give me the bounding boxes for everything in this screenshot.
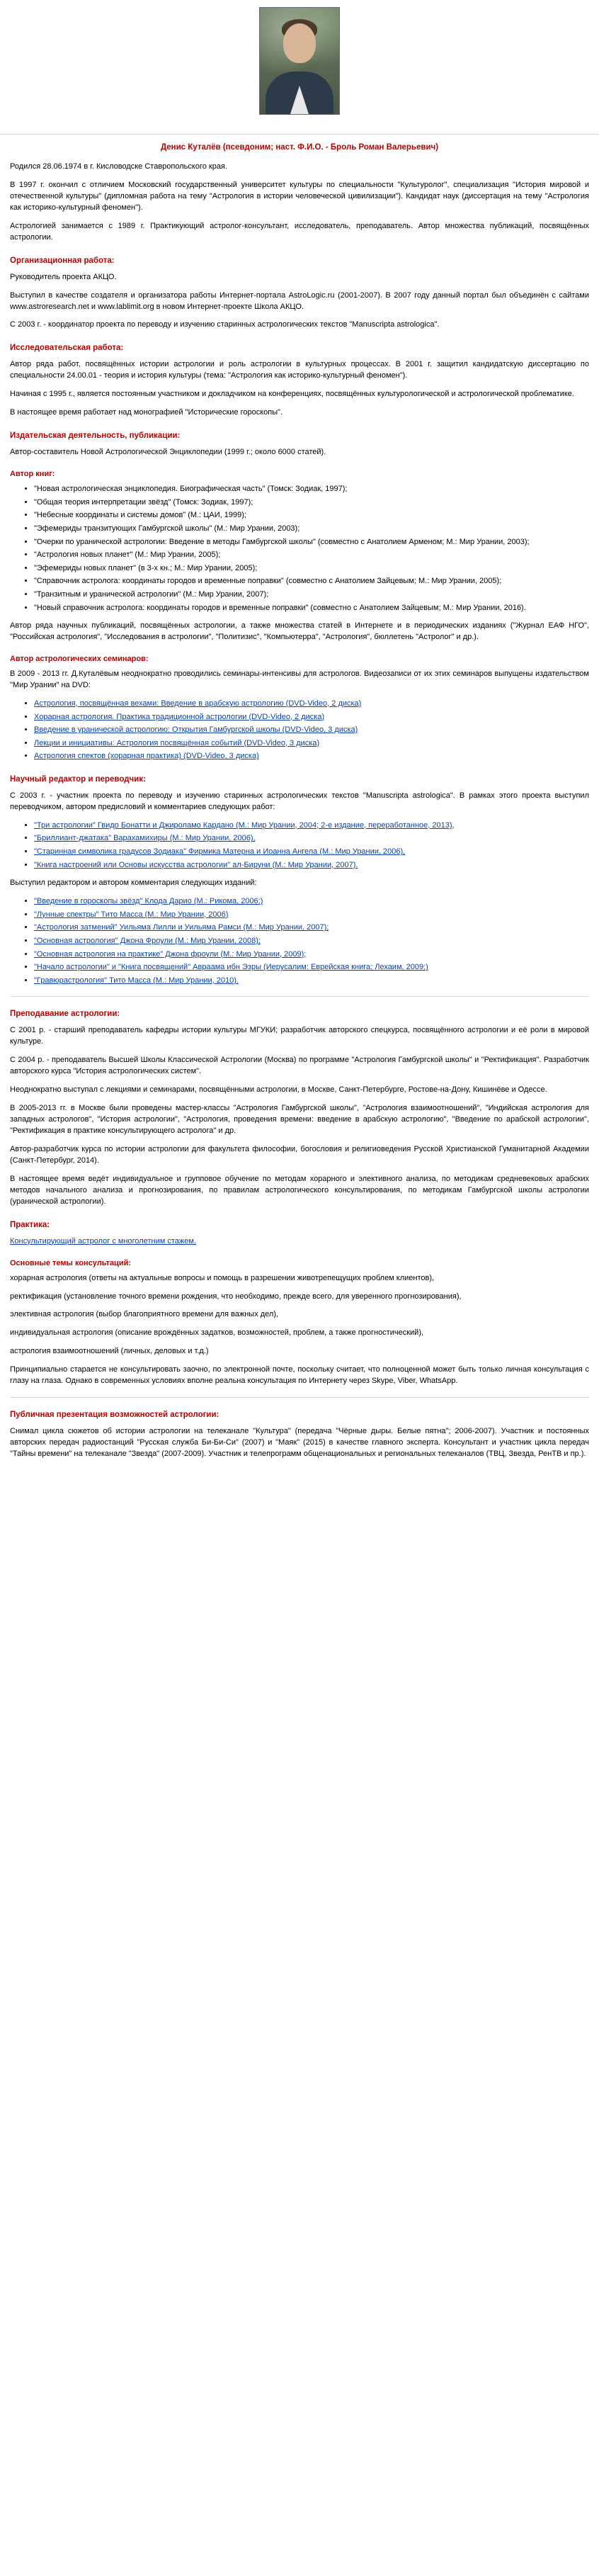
consult-topic-3: элективная астрология (выбор благоприятного времени для важных дел),: [10, 1310, 279, 1319]
seminar-link[interactable]: Введение в уранической астрологию: Открытия Гамбургской школы (DVD-Video, 3 диска): [34, 725, 358, 735]
list-item: [34, 725, 589, 736]
edition-link[interactable]: "Основная астрология на практике" Джона фроули (М.: Мир Урании, 2009);: [34, 949, 307, 959]
divider-bottom: [10, 1397, 589, 1398]
research-paragraph-2: Начиная с 1995 г., является постоянным участником и докладчиком на конференциях, посвящённых культурологической и астрологической проблематике.: [10, 390, 574, 399]
section-heading-research: Исследовательская работа:: [10, 344, 124, 353]
divider-middle: [10, 996, 589, 997]
teaching-paragraph-5: Автор-разработчик курса по истории астрологии для факультета философии, богословия и религиоведения Русской Христианской Гуманитарной Академии (Санкт-Петербург, 2014).: [10, 1144, 589, 1165]
teaching-paragraph-3: Неоднократно выступал с лекциями и семинарами, посвящёнными астрологии, в Москве, Санкт-Петербурге, Ростове-на-Дону, Кишинёве и Одессе.: [10, 1085, 547, 1095]
section-heading-teaching: Преподавание астрологии:: [10, 1010, 120, 1019]
list-item: [34, 976, 589, 987]
list-item: [34, 738, 589, 750]
research-paragraph-3: В настоящее время работает над монографией "Исторические гороскопы".: [10, 408, 283, 417]
consult-topic-4: индивидуальная астрология (описание врождённых задатков, возможностей, проблем, а также прогностический),: [10, 1328, 424, 1338]
edition-link[interactable]: "Введение в гороскопы звёзд" Клода Дарио (М.: Рикома, 2006;): [34, 897, 263, 906]
seminar-link[interactable]: Хорарная астрология. Практика традиционной астрологии (DVD-Video, 2 диска): [34, 712, 325, 721]
org-paragraph-2: Выступил в качестве создателя и организатора работы Интернет-портала AstroLogic.ru (2001-2007). В 2007 году данный портал был объединён с сайтами www.astroresearch.net и www.lablimit.org в новом Интернет-проекте Школа АКЦО.: [10, 290, 589, 311]
seminars-list: [10, 699, 589, 762]
translation-link[interactable]: "Старинная символика градусов Зодиака" Фирмика Матерна и Иоанна Ангела (М.: Мир Урании, 2006),: [34, 847, 406, 857]
section-heading-public: Публичная презентация возможностей астрологии:: [10, 1411, 219, 1420]
subheading-consultation-topics: Основные темы консультаций:: [10, 1258, 132, 1267]
consult-topic-1: хорарная астрология (ответы на актуальные вопросы и помощь в разрешении животрепещущих проблем клиентов),: [10, 1273, 435, 1282]
seminars-paragraph: В 2009 - 2013 гг. Д.Куталёвым неоднократно проводились семинары-интенсивы для астрологов. Видеозаписи от их этих семинаров выпущены издательством "Мир Урании" на DVD:: [10, 670, 589, 689]
list-item: [34, 699, 589, 710]
edition-link[interactable]: "Начало астрологии" и "Книга посвящений" Авраама ибн Эзры (Иерусалим: Еврейская книга; Лехаим, 2009;): [34, 963, 428, 972]
list-item: • "Новая астрологическая энциклопедия. Биографическая часть" (Томск: Зодиак, 1997);: [34, 484, 589, 495]
edition-link[interactable]: "Основная астрология" Джона Фроули (М.: Мир Урании, 2008);: [34, 937, 261, 946]
consulting-astrologer-link[interactable]: Консультирующий астролог с многолетним стажем.: [10, 1236, 196, 1245]
section-heading-practice: Практика:: [10, 1220, 50, 1229]
list-item: [34, 936, 589, 947]
org-paragraph-1: Руководитель проекта АКЦО.: [10, 272, 117, 281]
list-item: [34, 860, 589, 871]
edition-link[interactable]: "Гравюрастрология" Тито Масса (М.: Мир Урании, 2010).: [34, 976, 239, 985]
intro-paragraph-1: Родился 28.06.1974 в г. Кисловодске Ставропольского края.: [10, 162, 227, 171]
divider-top: [0, 134, 599, 135]
list-item: • "Общая теория интерпретации звёзд" (Томск: Зодиак, 1997);: [34, 497, 589, 509]
photo-head: [283, 23, 316, 63]
edition-link[interactable]: "Лунные спектры" Тито Масса (М.: Мир Урании, 2006): [34, 910, 229, 919]
list-item: [34, 847, 589, 858]
practice-note: Принципиально старается не консультировать заочно, по электронной почте, поскольку считает, что полноценной может быть только личная консультация с глазу на глаза. Однако в современных условиях вполне реальна консультация по Интернету через Skype, Viber, WhatsApp.: [10, 1365, 589, 1386]
list-item: • "Очерки по уранической астрологии: Введение в методы Гамбургской школы" (совместно с Анатолием Арменом; М.: Мир Урании, 2003);: [34, 537, 589, 548]
teaching-paragraph-2: С 2004 р. - преподаватель Высшей Школы Классической Астрологии (Москва) по программе "Астрология Гамбургской школы" и "Ректификация". Разработчик авторского курса "История астрологических систем".: [10, 1056, 589, 1076]
consult-topic-2: ректификация (установление точного времени рождения, что необходимо, прежде всего, для уверенного прогнозирования),: [10, 1292, 462, 1301]
list-item: [34, 820, 589, 832]
subheading-books: Автор книг:: [10, 470, 55, 479]
seminar-link[interactable]: Астрология, посвящённая вехами: Введение в арабскую астрологию (DVD-Video, 2 диска): [34, 699, 362, 708]
portrait-photo: [259, 7, 340, 115]
document-content: [0, 143, 599, 1480]
editor-paragraph-1: С 2003 г. - участник проекта по переводу и изучению старинных астрологических текстов "Manuscripta astrologica". В рамках этого проекта выступил переводчиком, автором предисловий и комментариев следующих работ:: [10, 791, 589, 811]
translation-link[interactable]: "Три астрологии" Гвидо Бонатти и Джироламо Кардано (М.: Мир Урании, 2004; 2-е издание, переработанное, 2013),: [34, 820, 455, 830]
editor-paragraph-2: Выступил редактором и автором комментария следующих изданий:: [10, 879, 257, 888]
list-item: [34, 833, 589, 844]
edition-link[interactable]: "Астрология затмений" Уильяма Лилли и Уильяма Рамси (М.: Мир Урании, 2007);: [34, 923, 329, 932]
section-heading-editor: Научный редактор и переводчик:: [10, 774, 146, 784]
section-heading-organizational: Организационная работа:: [10, 256, 115, 265]
list-item: • "Справочник астролога: координаты городов и временные поправки" (совместно с Анатолием Зайцевым; М.: Мир Урании, 2005);: [34, 576, 589, 587]
page-title: Денис Куталёв (псевдоним; наст. Ф.И.О. - Броль Роман Валерьевич): [160, 143, 439, 152]
list-item: [34, 910, 589, 921]
teaching-paragraph-6: В настоящее время ведёт индивидуальное и групповое обучение по методам хорарного и элективного анализа, по методикам средневековых арабских методов начального анализа и прогнозирования, по правилам астрологического консультирования, по методикам Гамбургской школы астрологии (уранической астрологии).: [10, 1174, 589, 1206]
portrait-photo-container: [0, 0, 599, 124]
list-item: • "Небесные координаты и системы домов" (М.: ЦАИ, 1999);: [34, 510, 589, 521]
list-item: [34, 712, 589, 723]
list-item: • "Эфемериды новых планет" (в 3-х кн.; М.: Мир Урании, 2005);: [34, 563, 589, 575]
list-item: [34, 751, 589, 762]
list-item: [34, 922, 589, 934]
teaching-paragraph-1: С 2001 р. - старший преподаватель кафедры истории культуры МГУКИ; разработчик авторского спецкурса, посвящённого астрологии и её роли в мировой культуре.: [10, 1026, 589, 1046]
translation-link[interactable]: "Бриллиант-джатака" Варахамихиры (М.: Мир Урании, 2006),: [34, 834, 256, 843]
public-paragraph-1: Снимал цикла сюжетов об истории астрологии на телеканале "Культура" (передача "Чёрные дыры. Белые пятна"; 2006-2007). Участник и постоянных авторских передач радиостанций "Русская служба Би-Би-Си" (2007) и "Маяк" (2015) в качестве главного эксперта. Консультант и участник цикла передач "Тайны времени" на телеканале "Звезда" (2007-2009). Участник и телепрограмм общенациональных и региональных телеканалов (ТВЦ, Звезда, РенТВ и пр.).: [10, 1427, 589, 1459]
list-item: • "Астрология новых планет" (М.: Мир Урании, 2005);: [34, 550, 589, 561]
books-list: [10, 484, 589, 614]
seminar-link[interactable]: Астрология спектов (хорарная практика) (DVD-Video, 3 диска): [34, 752, 259, 761]
translations-list: [10, 820, 589, 871]
org-paragraph-3: С 2003 г. - координатор проекта по переводу и изучению старинных астрологических текстов "Manuscripta astrologica".: [10, 320, 440, 329]
list-item: [34, 896, 589, 908]
section-heading-publishing: Издательская деятельность, публикации:: [10, 431, 181, 441]
practice-paragraph-1: [10, 1236, 589, 1248]
translation-link[interactable]: "Книга настроений или Основы искусства астрологии" ал-Бируни (М.: Мир Урании, 2007).: [34, 860, 358, 869]
intro-paragraph-3: Астрологией занимается с 1989 г. Практикующий астролог-консультант, исследователь, преподаватель. Автор множества публикаций, посвящённых астрологии.: [10, 221, 589, 242]
teaching-paragraph-4: В 2005-2013 гг. в Москве были проведены мастер-классы "Астрология Гамбургской школы", "Астрология взаимоотношений", "Индийская астрология для западных астрологов", "История астрологии", "Астрология, проведения времени: введение в арабскую астрологию", "Введение по арабской астрологии", "Ректификация в практике консультирующего астролога" и др.: [10, 1104, 589, 1136]
seminar-link[interactable]: Лекции и инициативы: Астрология посвящённая событий (DVD-Video, 3 диска): [34, 738, 320, 747]
publishing-paragraph-1: Автор-составитель Новой Астрологической Энциклопедии (1999 г.; около 6000 статей).: [10, 448, 326, 457]
publishing-articles-paragraph: Автор ряда научных публикаций, посвящённых астрологии, а также множества статей в Интернете и в периодических изданиях ("Журнал ЕАФ НГО", "Российская астрология", "Исследования в астрологии", "Политизис", "Компьютерра", "Астрология", бюллетень "Астролог" и др.).: [10, 621, 589, 642]
list-item: [34, 949, 589, 961]
list-item: [34, 962, 589, 973]
subheading-seminars: Автор астрологических семинаров:: [10, 655, 149, 664]
intro-paragraph-2: В 1997 г. окончил с отличием Московский государственный университет культуры по специальности "Культуролог", специализация "История мировой и отечественной культуры" (дипломная работа на тему "Астрология в истории человеческой цивилизации"). Кандидат наук (диссертация на тему "Астрология как историко-культурный феномен").: [10, 180, 589, 212]
consult-topic-5: астрология взаимоотношений (личных, деловых и т.д.): [10, 1347, 209, 1356]
research-paragraph-1: Автор ряда работ, посвящённых истории астрологии и роль астрологии в культурных процессах. В 2001 г. защитил кандидатскую диссертацию по специальности 24.00.01 - теория и история культуры (тема: "Астрология как историко-культурный феномен").: [10, 360, 589, 380]
list-item: • "Эфемериды транзитующих Гамбургской школы" (М.: Мир Урании, 2003);: [34, 524, 589, 535]
list-item: • "Транзитным и уранической астрологии" (М.: Мир Урании, 2007);: [34, 589, 589, 601]
list-item: • "Новый справочник астролога: координаты городов и временные поправки" (совместно с Анатолием Зайцевым; М.: Мир Урании, 2016).: [34, 603, 589, 614]
edited-editions-list: [10, 896, 589, 986]
